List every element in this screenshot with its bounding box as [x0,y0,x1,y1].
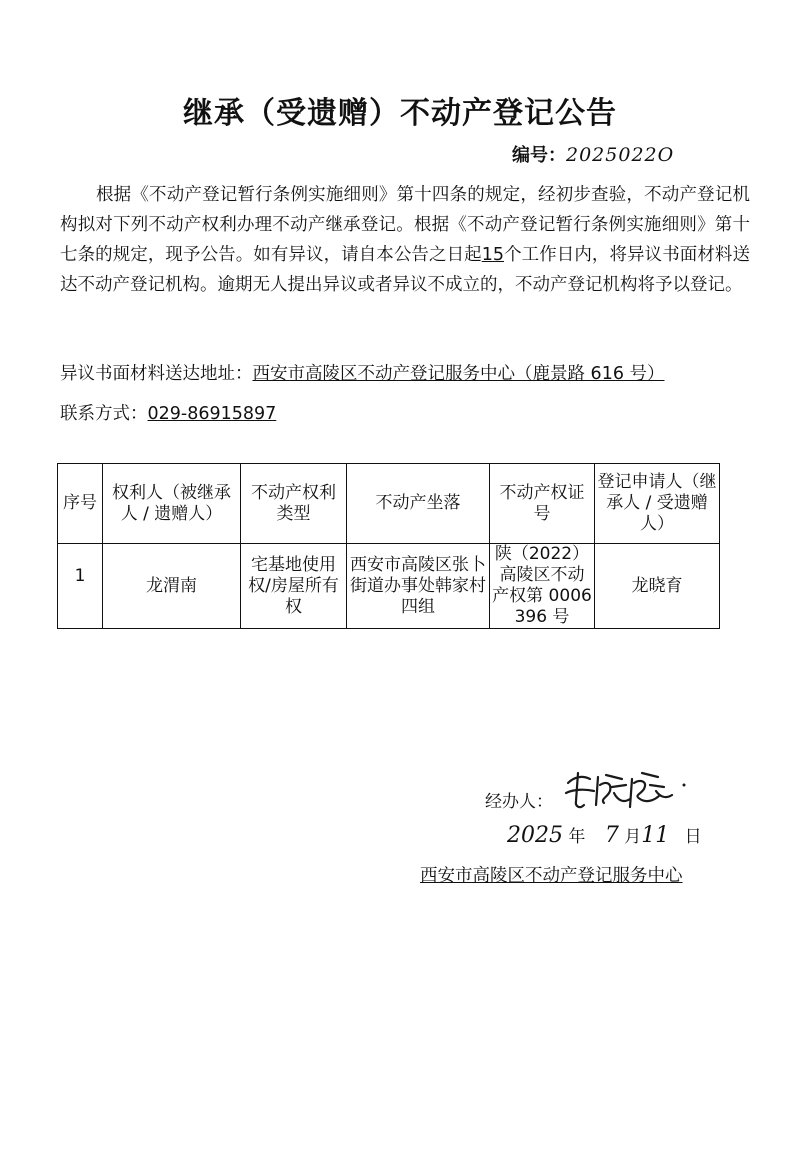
header-right-type: 不动产权利类型 [241,464,347,544]
cell-certificate: 陕（2022）高陵区不动产权第 0006396 号 [490,544,595,629]
header-owner: 权利人（被继承人 / 遗赠人） [103,464,241,544]
contact-phone: 029-86915897 [147,404,277,424]
header-serial: 序号 [58,464,103,544]
cell-location: 西安市高陵区张卜街道办事处韩家村四组 [347,544,490,629]
date-line [507,822,702,848]
objection-days: 15 [481,245,504,265]
date-year-label: 年 [568,827,586,847]
cell-applicant: 龙晓育 [595,544,720,629]
registration-table [57,463,720,629]
serial-label: 编号： [512,145,566,166]
issuing-agency: 西安市高陵区不动产登记服务中心 [420,866,683,886]
paragraph-text-before: 根据《不动产登记暂行条例实施细则》第十四条的规定，经初步查验，不动产登记机构拟对下列不动产权利办理不动产继承登记。根据《不动产登记暂行条例实施细则》第十七条的规定，现予公告。如有异议，请自本公告之日起 [60,185,750,265]
cell-owner: 龙渭南 [103,544,241,629]
header-certificate: 不动产权证号 [490,464,595,544]
serial-value: 2025022O [566,144,675,166]
address-value: 西安市高陵区不动产登记服务中心（鹿景路 616 号） [252,364,665,384]
paragraph-text-after: 个工作日内，将异议书面材料送达不动产登记机构。逾期无人提出异议或者异议不成立的，不动产登记机构将予以登记。 [60,245,751,295]
date-month: 7 [604,823,619,848]
date-month-label: 月 [624,827,642,847]
notice-paragraph [60,180,750,300]
date-day-label: 日 [684,827,702,847]
date-day: 11 [641,823,670,848]
handler-label: 经办人： [485,792,553,812]
header-applicant: 登记申请人（继承人 / 受遗赠人） [595,464,720,544]
table-header-row [58,464,720,544]
contact-label: 联系方式： [60,404,148,424]
cell-serial: 1 [58,544,103,629]
header-location: 不动产坐落 [347,464,490,544]
cell-right-type: 宅基地使用权/房屋所有权 [241,544,347,629]
serial-number [512,141,674,167]
table-row [58,544,720,629]
address-label: 异议书面材料送达地址： [60,364,253,384]
page-title: 继承（受遗赠）不动产登记公告 [183,96,617,131]
contact-line [60,400,276,425]
address-line [60,360,665,385]
handwritten-signature [560,765,690,815]
date-year: 2025 [507,823,563,848]
